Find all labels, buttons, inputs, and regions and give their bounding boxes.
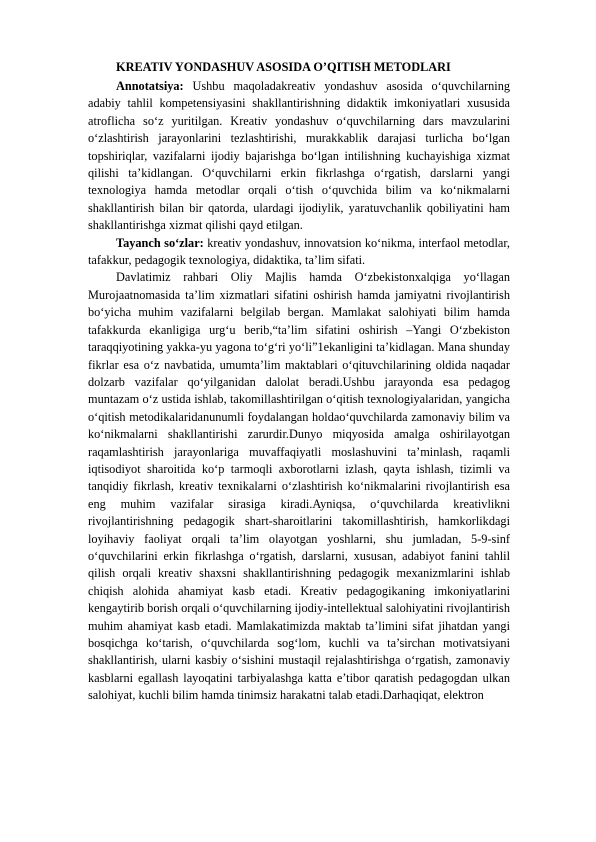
keywords-text: kreativ yondashuv, innovatsion ko‘nikma, interfaol metodlar, tafakkur, pedagogik texnologiya, didaktika, ta’lim sifati. [88, 235, 510, 268]
abstract-text: Ushbu maqoladakreativ yondashuv asosida o‘quvchilarning adabiy tahlil kompetensiyasini shakllantirishning didaktik imkoniyatlari xususida atroflicha so‘z yuritilgan. Kreativ yondashuv o‘quvchilarning dars mavzularini o‘zlashtirish jarayonlarini tezlashtirishi, murakkablik darajasi turlicha bo‘lgan topshiriqlar, vazifalarni ijodiy bajarishga bo‘lgan intilishning kuchayishiga xizmat qilishi ta’kidlangan. O‘quvchilarni erkin fikrlashga o‘rgatish, darslarni yangi texnologiya hamda metodlar orqali o‘tish o‘quvchida bilim va ko‘nikmalarni shakllantirish bilan bir qatorda, ulardagi ijodiylik, yaratuvchanlik qobiliyatini ham shakllantirishga xizmat qilishi qayd etilgan. [88, 79, 510, 233]
abstract-label: Annotatsiya: [116, 79, 184, 93]
document-page [88, 60, 510, 705]
keywords-paragraph [88, 235, 510, 270]
keywords-label: Tayanch so‘zlar: [116, 235, 204, 250]
document-title: KREATIV YONDASHUV ASOSIDA O’QITISH METODLARI [116, 60, 451, 74]
abstract-paragraph [88, 78, 510, 235]
body-paragraph: Davlatimiz rahbari Oliy Majlis hamda O‘zbekistonxalqiga yo‘llagan Murojaatnomasida ta’lim xizmatlari sifatini oshirish hamda jamiyatni rivojlantirish bo‘yicha muhim vazifalarni belgilab bergan. Mamlakat salohiyati bilim hamda tafakkurda ekanligiga urg‘u berib,“ta’lim sifatini oshirish –Yangi O‘zbekiston taraqqiyotining yakka-yu yagona to‘g‘ri yo‘li”1ekanligini ta’kidlagan. Mana shunday fikrlar esa o‘z navbatida, umumta’lim maktablari o‘qituvchilarining oldida naqadar dolzarb vazifalar qo‘yilganidan dalolat beradi.Ushbu jarayonda esa pedagog muntazam o‘z ustida ishlab, takomillashtirilgan o‘qitish texnologiyalaridan, yangicha o‘qitish metodikalaridanunumli foydalangan holdao‘quvchilarda zamonaviy bilim va ko‘nikmalarni shakllantirishi zarurdir.Dunyo miqyosida amalga oshirilayotgan raqamlashtirish jarayonlariga muvaffaqiyatli moslashuvini ta’minlash, raqamli iqtisodiyot sharoitida ko‘p tarmoqli axborotlarni izlash, qayta ishlash, tizimli va tanqidiy fikrlash, kreativ texnikalarni o‘zlashtirish ko‘nikmalarini rivojlantirish esa eng muhim vazifalar sirasiga kiradi.Ayniqsa, o‘quvchilarda kreativlikni rivojlantirishning pedagogik shart-sharoitlarini takomillashtirish, hamkorlikdagi loyihaviy faoliyat orqali ta’lim olayotgan yoshlarni, shu jumladan, 5-9-sinf o‘quvchilarini erkin fikrlashga o‘rgatish, darslarni, xususan, adabiyot fanini tahlil qilish orqali kreativ shaxsni shakllantirishning pedagogik mexanizmlarini ishlab chiqish alohida ahamiyat kasb etadi. Kreativ pedagogikaning imkoniyatlarini kengaytirib borish orqali o‘quvchilarning ijodiy-intellektual salohiyatini rivojlantirish muhim ahamiyat kasb etadi. Mamlakatimizda maktab ta’limini sifat jihatdan yangi bosqichga ko‘tarish, o‘quvchilarda sog‘lom, kuchli va ta’sirchan motivatsiyani shakllantirish, ularni kasbiy o‘sishini mustaqil rejalashtirishga o‘rgatish, zamonaviy kasblarni egallash layoqatini tarbiyalashga katta e’tibor qaratish pedagogdan ulkan salohiyat, kuchli bilim hamda tinimsiz harakatni talab etadi.Darhaqiqat, elektron [88, 270, 510, 703]
